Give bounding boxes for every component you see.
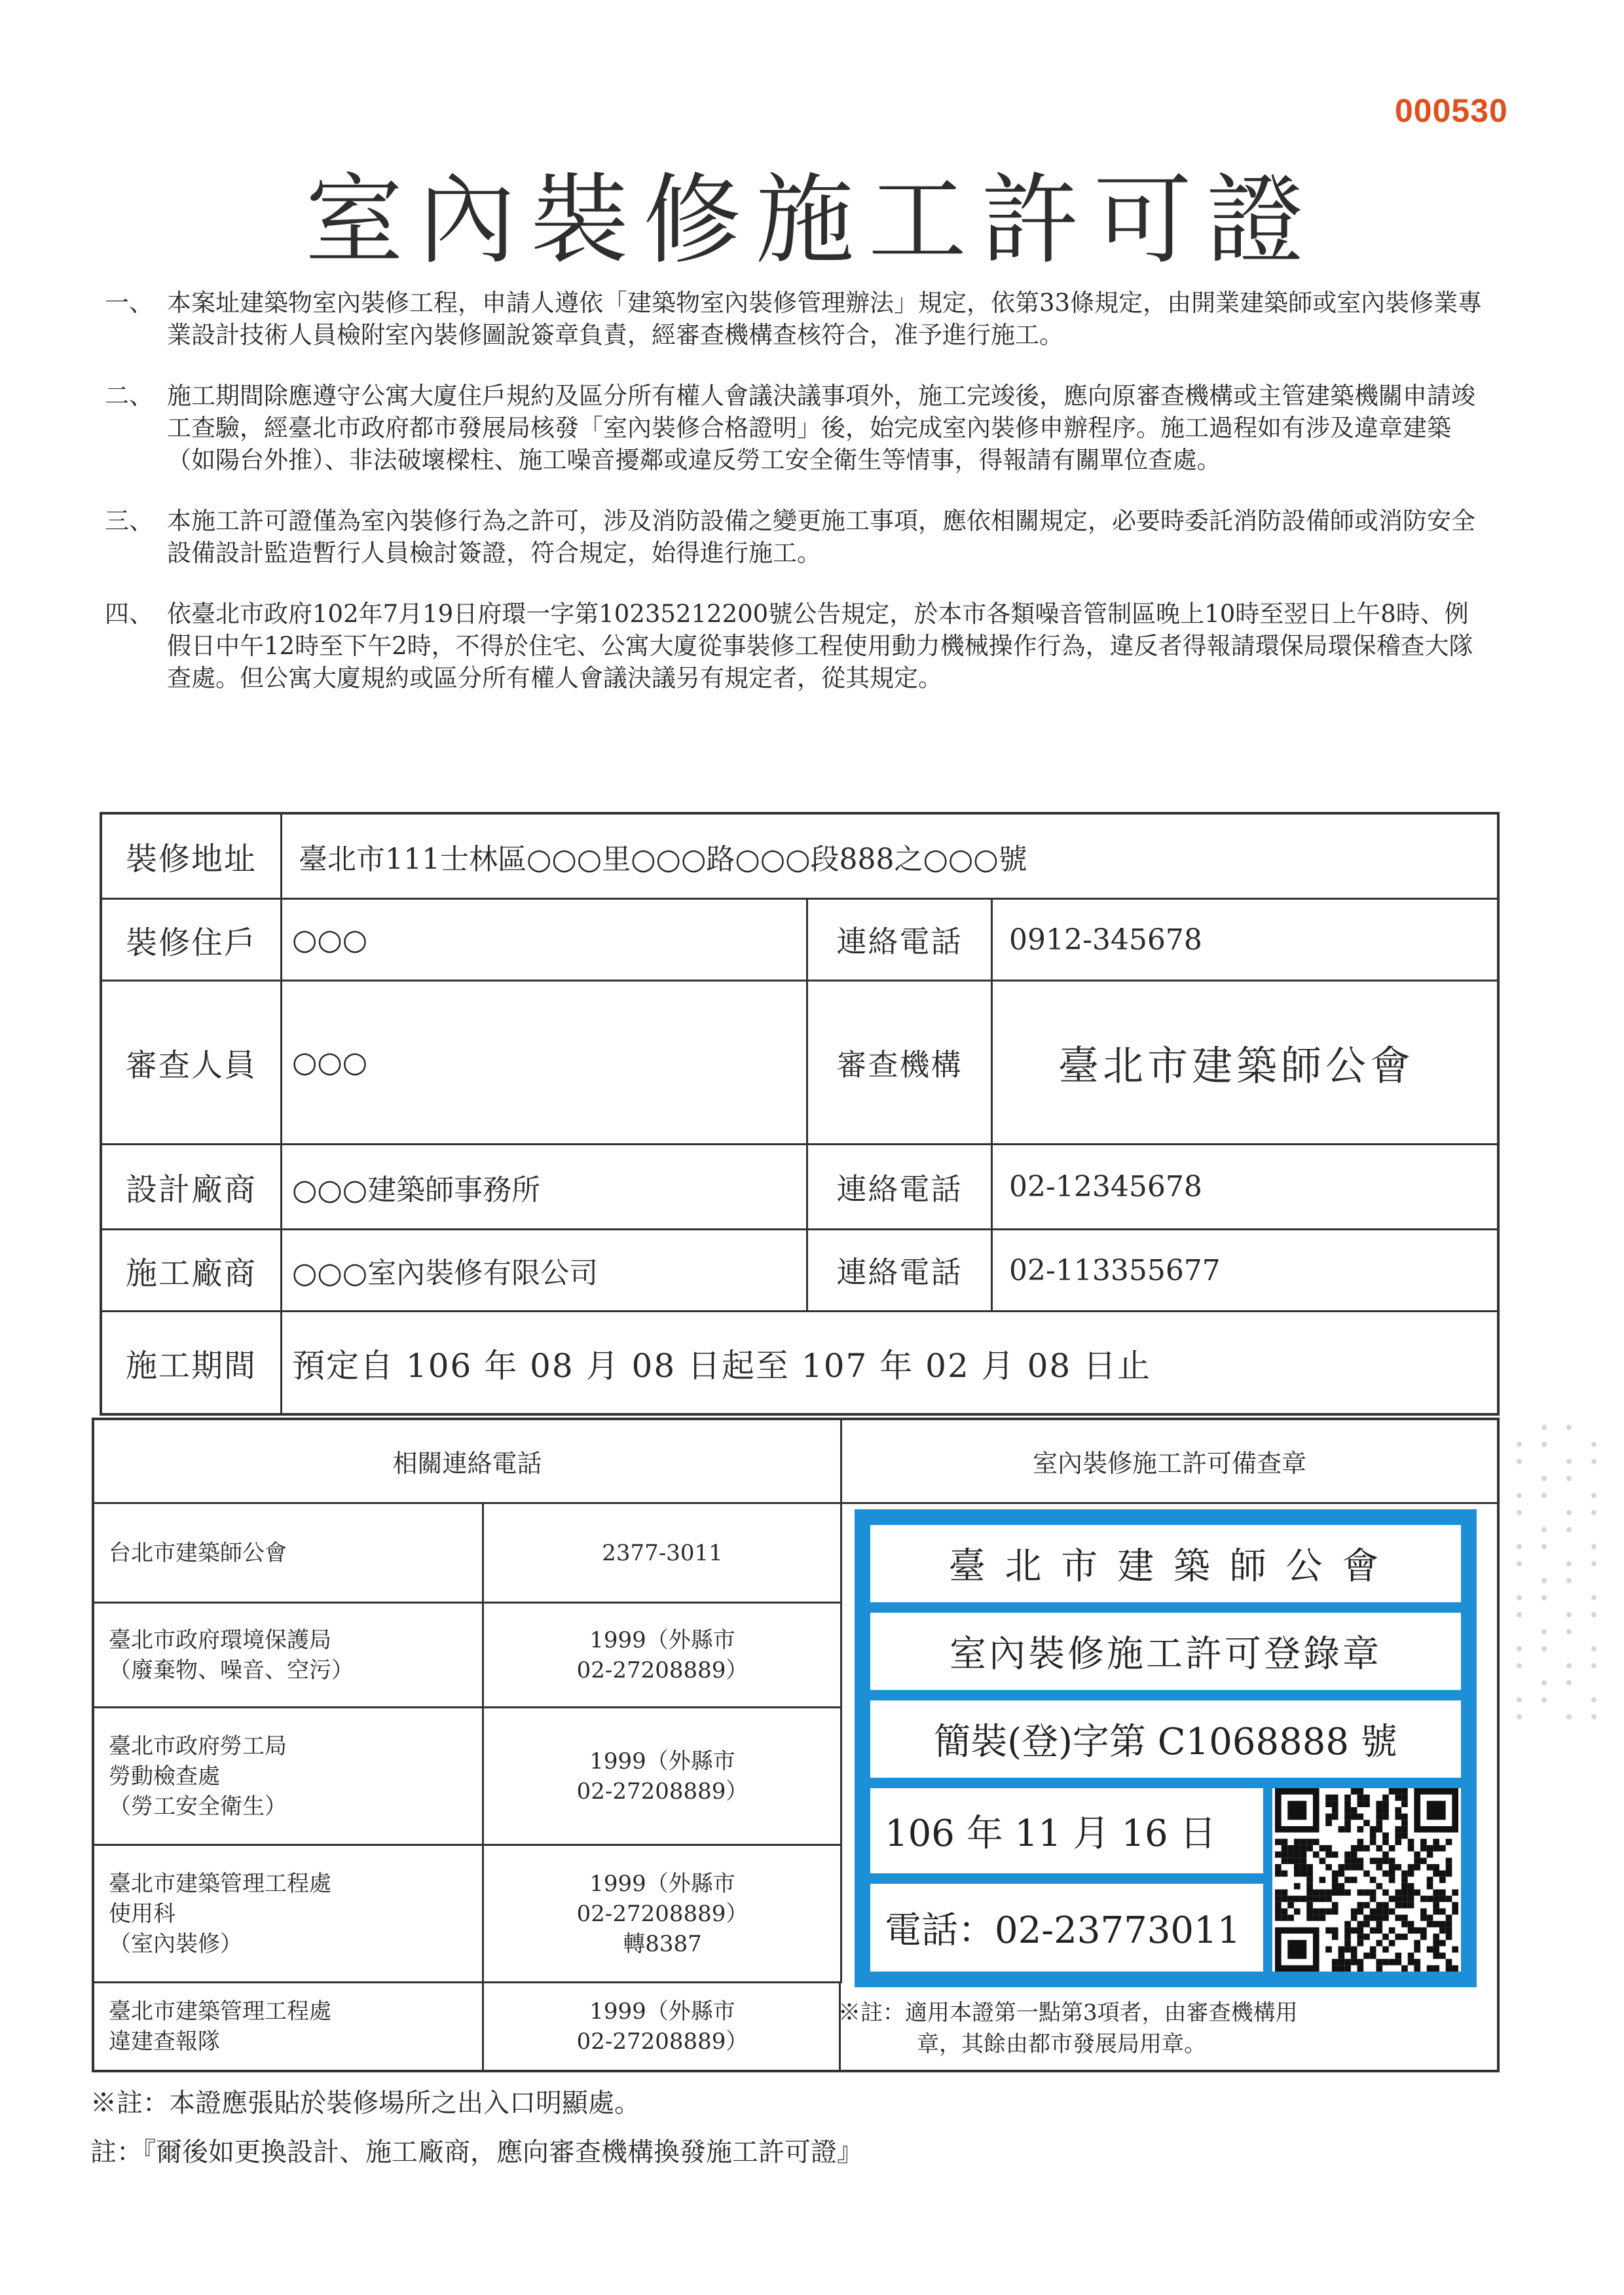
contact-phone-line: 02-27208889） [576, 2029, 748, 2055]
serial-number: 000530 [1395, 92, 1508, 129]
contact-name-line: （勞工安全衛生） [109, 1793, 287, 1820]
reviewer-value: ○○○ [292, 1046, 368, 1079]
agency-label: 審查機構 [806, 982, 993, 1143]
agency-value: 臺北市建築師公會 [1058, 1042, 1415, 1090]
stamp-header: 室內裝修施工許可備查章 [842, 1420, 1497, 1504]
contractor-value: ○○○室內裝修有限公司 [292, 1257, 599, 1290]
address-label: 裝修地址 [102, 815, 282, 898]
stamp-date: 106 年 11 月 16 日 [870, 1788, 1263, 1873]
address-row [102, 815, 1497, 900]
clause-item [105, 505, 1486, 569]
contact-row [94, 1708, 841, 1846]
designer-phone-label: 連絡電話 [806, 1145, 993, 1228]
contact-row [94, 1983, 841, 2070]
reviewer-row [102, 982, 1497, 1145]
designer-label: 設計廠商 [102, 1145, 282, 1228]
qr-code [1272, 1788, 1461, 1972]
contacts-header: 相關連絡電話 [94, 1420, 842, 1504]
page-title: 室內裝修施工許可證 [304, 164, 1319, 278]
contact-row [94, 1846, 841, 1983]
resident-row [102, 900, 1497, 982]
registration-stamp [855, 1509, 1477, 1987]
clause-item [105, 380, 1486, 476]
permit-info-table [100, 812, 1500, 1416]
contact-name-line: （室內裝修） [109, 1930, 242, 1957]
contact-name [94, 1708, 484, 1844]
contact-phone [484, 1708, 841, 1844]
clause-text: 施工期間除應遵守公寓大廈住戶規約及區分所有權人會議決議事項外，施工完竣後，應向原審查機構或主管建築機關申請竣工查驗，經臺北市政府都市發展局核發「室內裝修合格證明」後，始完成室內裝修申辦程序。施工過程如有涉及違章建築（如陽台外推）、非法破壞樑柱、施工噪音擾鄰或違反勞工安全衛生等情事，得報請有關單位查處。 [167, 382, 1475, 474]
contact-phone-line: 轉8387 [623, 1930, 702, 1957]
footnote: ※註：本證應張貼於裝修場所之出入口明顯處。 [90, 2088, 640, 2118]
stamp-note-line: ※註：適用本證第一點第3項者，由審查機構用 [838, 2000, 1298, 2026]
designer-row [102, 1145, 1497, 1230]
contact-phone-line: 1999（外縣市 [589, 1870, 735, 1897]
contact-name [94, 1983, 484, 2070]
contact-phone-line: 1999（外縣市 [589, 1998, 735, 2025]
clause-number: 二、 [105, 382, 153, 410]
contact-phone-line: 02-27208889） [576, 1778, 748, 1805]
contractor-row [102, 1230, 1497, 1312]
period-value: 預定自 106 年 08 月 08 日起至 107 年 02 月 08 日止 [292, 1346, 1152, 1385]
column-divider [840, 1504, 842, 1983]
stamp-org: 臺 北 市 建 築 師 公 會 [870, 1525, 1461, 1602]
clauses-list [105, 287, 1486, 723]
contact-name [94, 1604, 484, 1706]
clause-number: 一、 [105, 289, 153, 317]
clause-text: 本施工許可證僅為室內裝修行為之許可，涉及消防設備之變更施工事項，應依相關規定，必要時委託消防設備師或消防安全設備設計監造暫行人員檢討簽證，符合規定，始得進行施工。 [167, 507, 1475, 567]
clause-number: 四、 [105, 600, 153, 628]
resident-phone-value: 0912-345678 [1009, 923, 1202, 957]
contact-name-line: 臺北市政府勞工局 [109, 1733, 287, 1759]
contractor-phone-label: 連絡電話 [806, 1230, 993, 1310]
contact-name [94, 1504, 484, 1602]
stamp-note [838, 1997, 1486, 2060]
contact-phone-line: 02-27208889） [576, 1657, 748, 1683]
footnote: 註：『爾後如更換設計、施工廠商，應向審查機構換發施工許可證』 [90, 2137, 863, 2167]
clause-item [105, 287, 1486, 351]
contact-name-line: 使用科 [109, 1900, 175, 1927]
scan-artifact-dots [1506, 1408, 1611, 1735]
contact-phone-line: 2377-3011 [602, 1539, 723, 1566]
contact-name-line: 勞動檢查處 [109, 1763, 220, 1790]
stamp-title: 室內裝修施工許可登錄章 [870, 1613, 1461, 1690]
resident-label: 裝修住戶 [102, 900, 282, 980]
contact-name-line: 臺北市建築管理工程處 [109, 1870, 331, 1897]
clause-text: 本案址建築物室內裝修工程，申請人遵依「建築物室內裝修管理辦法」規定，依第33條規定，由開業建築師或室內裝修業專業設計技術人員檢附室內裝修圖說簽章負責，經審查機構查核符合，准予進行施工。 [167, 289, 1483, 349]
address-value: 臺北市111士林區○○○里○○○路○○○段888之○○○號 [299, 842, 1027, 876]
period-row [102, 1312, 1497, 1414]
contact-name-line: 違建查報隊 [109, 2029, 220, 2055]
contact-phone-line: 1999（外縣市 [589, 1748, 735, 1774]
clause-text: 依臺北市政府102年7月19日府環一字第10235212200號公告規定，於本市各類噪音管制區晚上10時至翌日上午8時、例假日中午12時至下午2時，不得於住宅、公寓大廈從事裝修工程使用動力機械操作行為，違反者得報請環保局環保稽查大隊查處。但公寓大廈規約或區分所有權人會議決議另有規定者，從其規定。 [167, 600, 1473, 692]
clause-number: 三、 [105, 507, 153, 535]
contact-name-line: 台北市建築師公會 [109, 1539, 287, 1566]
contact-phone [484, 1504, 841, 1602]
contact-phone-line: 02-27208889） [576, 1900, 748, 1927]
stamp-number: 簡裝(登)字第 C1068888 號 [870, 1700, 1461, 1778]
designer-phone-value: 02-12345678 [1009, 1170, 1202, 1203]
reviewer-label: 審查人員 [102, 982, 282, 1143]
contact-row [94, 1604, 841, 1708]
period-label: 施工期間 [102, 1312, 282, 1414]
contractor-phone-value: 02-113355677 [1009, 1253, 1221, 1287]
contact-phone-line: 1999（外縣市 [589, 1626, 735, 1653]
contact-name-line: 臺北市建築管理工程處 [109, 1998, 331, 2025]
designer-value: ○○○建築師事務所 [292, 1173, 541, 1207]
contact-phone [484, 1983, 841, 2070]
resident-value: ○○○ [292, 923, 368, 957]
contact-phone [484, 1846, 841, 1981]
clause-item [105, 598, 1486, 694]
stamp-phone: 電話：02-23773011 [870, 1884, 1263, 1972]
contact-phone [484, 1604, 841, 1706]
stamp-note-line: 章，其餘由都市發展局用章。 [917, 2031, 1206, 2057]
contractor-label: 施工廠商 [102, 1230, 282, 1310]
qr-code-icon [1272, 1788, 1461, 1972]
contact-name [94, 1846, 484, 1981]
contact-row [94, 1504, 841, 1604]
resident-phone-label: 連絡電話 [806, 900, 993, 980]
contact-name-line: 臺北市政府環境保護局 [109, 1626, 331, 1653]
contact-name-line: （廢棄物、噪音、空污） [109, 1657, 354, 1683]
